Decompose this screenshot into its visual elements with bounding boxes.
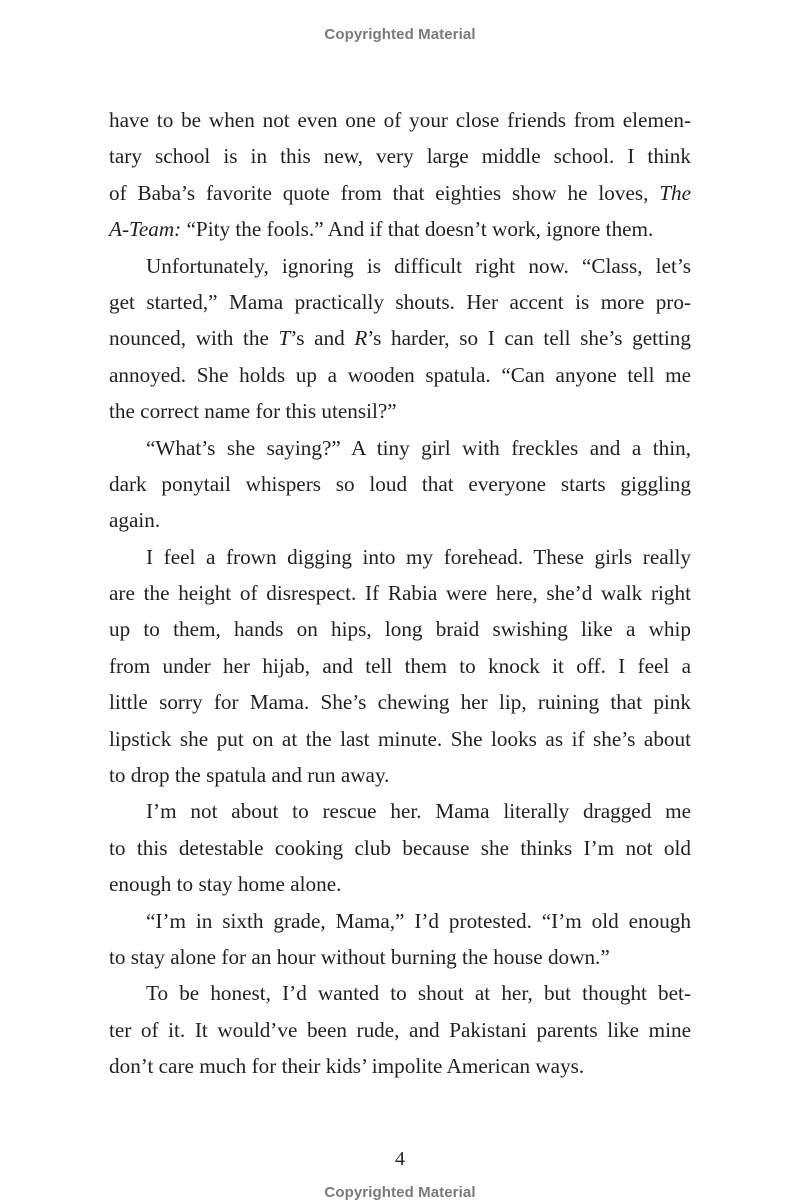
page-number: 4 [395, 1148, 405, 1170]
show-title: The [659, 180, 692, 205]
text-line: I’m not about to rescue her. Mama literally dragged me [146, 799, 691, 824]
text-line: to stay alone for an hour without burning the house down.” [109, 944, 610, 969]
text-line: don’t care much for their kids’ impolite American ways. [109, 1054, 585, 1079]
text-line: ter of it. It would’ve been rude, and Pakistani parents like mine [109, 1017, 691, 1042]
text-line: “I’m in sixth grade, Mama,” I’d protested. “I’m old enough [146, 908, 691, 933]
text-line: annoyed. She holds up a wooden spatula. “Can anyone tell me [109, 362, 691, 387]
text-line: up to them, hands on hips, long braid swishing like a whip [109, 617, 691, 642]
text-line: I feel a frown digging into my forehead. These girls really [146, 544, 691, 569]
text-line [109, 211, 691, 247]
copyright-watermark-bottom: Copyrighted Material [324, 1184, 476, 1201]
text-line: from under her hijab, and tell them to knock it off. I feel a [109, 653, 691, 678]
text-line: enough to stay home alone. [109, 872, 342, 897]
text-line: have to be when not even one of your close friends from elemen- [109, 108, 691, 132]
body-text [109, 102, 691, 1085]
copyright-watermark-top: Copyrighted Material [324, 26, 476, 43]
text-line: dark ponytail whispers so loud that everyone starts giggling [109, 471, 691, 496]
text-line: are the height of disrespect. If Rabia were here, she’d walk right [109, 581, 691, 606]
text-line: get started,” Mama practically shouts. Her accent is more pro- [109, 289, 691, 314]
text-line: To be honest, I’d wanted to shout at her, but thought bet- [146, 981, 691, 1006]
text-line [109, 175, 691, 211]
text-line: lipstick she put on at the last minute. She looks as if she’s about [109, 726, 691, 751]
text-span: ’s and [290, 326, 355, 351]
text-line: to this detestable cooking club because she thinks I’m not old [109, 835, 691, 860]
text-line: the correct name for this utensil?” [109, 399, 397, 424]
text-line: Unfortunately, ignoring is difficult right now. “Class, let’s [146, 253, 691, 278]
text-line: tary school is in this new, very large middle school. I think [109, 144, 691, 169]
text-line: to drop the spatula and run away. [109, 763, 390, 788]
letter-t: T [278, 326, 291, 351]
text-line: “What’s she saying?” A tiny girl with freckles and a thin, [146, 435, 691, 460]
text-span: nounced, with the [109, 326, 279, 351]
text-line [109, 320, 691, 356]
text-span: ’s harder, so I can tell she’s getting [367, 326, 691, 351]
text-span: “Pity the fools.” And if that doesn’t work, ignore them. [186, 217, 654, 242]
letter-r: R [354, 326, 368, 351]
show-title: A-Team: [109, 217, 182, 242]
text-line: little sorry for Mama. She’s chewing her lip, ruining that pink [109, 690, 691, 715]
text-span: of Baba’s favorite quote from that eighties show he loves, [109, 180, 649, 205]
text-line: again. [109, 508, 161, 533]
